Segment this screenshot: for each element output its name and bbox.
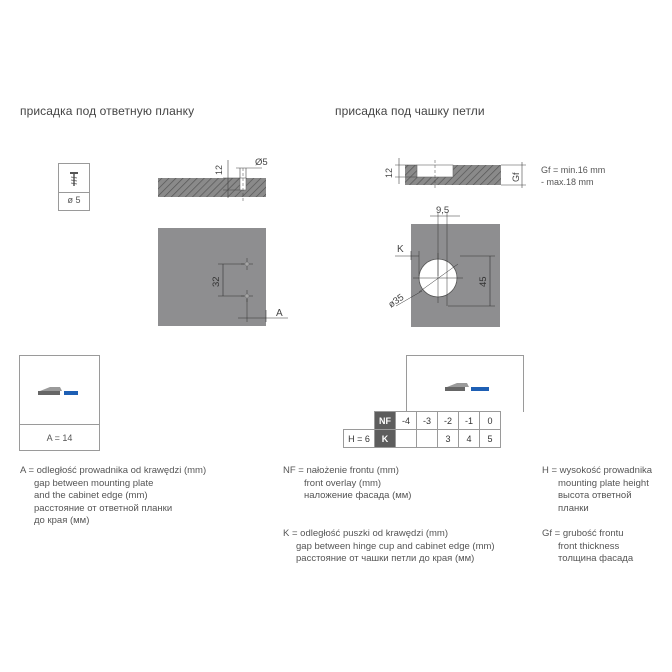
legend-gf-line: Gf = grubość frontu — [542, 528, 624, 539]
legend-h — [542, 465, 670, 515]
table-row-k — [344, 430, 501, 448]
legend-k-line: расстояние от чашки петли до края (мм) — [296, 553, 475, 564]
table-cell: 0 — [480, 412, 501, 430]
table-row-nf — [344, 412, 501, 430]
left-section-hatch — [158, 178, 266, 197]
gf-note-max: - max.18 mm — [541, 177, 594, 187]
left-diameter-label: Ø5 — [255, 157, 268, 168]
legend-nf-line: наложение фасада (мм) — [304, 490, 412, 501]
right-k-label: K — [397, 244, 404, 255]
legend-gf-line: толщина фасада — [558, 553, 634, 564]
hinge-plate-icon — [407, 356, 523, 412]
heading-right: присадка под чашку петли — [335, 104, 485, 118]
legend-h-line: высота ответной — [558, 490, 632, 501]
legend-k-line: gap between hinge cup and cabinet edge (mm) — [296, 540, 495, 552]
screw-diameter-label: ø 5 — [67, 195, 81, 205]
overlay-table — [343, 411, 501, 448]
legend-h-line: mounting plate height — [558, 477, 649, 489]
table-cell: -2 — [438, 412, 459, 430]
legend-a-line: расстояние от ответной планки — [34, 502, 173, 514]
left-depth-label: 12 — [214, 164, 224, 175]
table-cell: -3 — [417, 412, 438, 430]
mounting-plate-box — [19, 355, 100, 451]
right-offset-label: 9,5 — [436, 205, 450, 216]
legend-h-line: планки — [558, 502, 589, 514]
legend-k — [283, 528, 543, 566]
table-header-k: K — [375, 430, 396, 448]
table-cell: -1 — [459, 412, 480, 430]
legend-nf — [283, 465, 533, 503]
legend-a-line: and the cabinet edge (mm) — [34, 490, 148, 501]
legend-nf-line: NF = nałożenie frontu (mm) — [283, 465, 399, 476]
legend-a — [20, 465, 270, 528]
left-a-label: A — [276, 308, 283, 319]
legend-gf-line: front thickness — [558, 540, 620, 552]
table-cell: -4 — [396, 412, 417, 430]
left-spacing-label: 32 — [211, 276, 222, 287]
legend-a-line: до края (мм) — [34, 515, 90, 526]
legend-k-line: K = odległość puszki od krawędzi (mm) — [283, 528, 448, 539]
right-cup-label: ø35 — [386, 292, 407, 311]
legend-nf-line: front overlay (mm) — [304, 477, 382, 489]
table-cell: 3 — [438, 430, 459, 448]
right-height-label: 45 — [478, 276, 489, 287]
table-header-nf: NF — [375, 412, 396, 430]
legend-gf — [542, 528, 670, 566]
heading-left: присадка под ответную планку — [20, 104, 195, 118]
mounting-plate-icon — [20, 356, 99, 424]
table-cell: 4 — [459, 430, 480, 448]
right-thickness-label: 12 — [384, 167, 394, 178]
right-gf-label: Gf — [511, 172, 521, 182]
legend-a-line: A = odległość prowadnika od krawędzi (mm) — [20, 465, 207, 476]
table-h-label: H = 6 — [344, 430, 375, 448]
gf-note-min: Gf = min.16 mm — [541, 165, 606, 175]
legend-a-line: gap between mounting plate — [34, 477, 154, 489]
table-cell — [417, 430, 438, 448]
legend-h-line: H = wysokość prowadnika — [542, 465, 653, 476]
plate-a-value: A = 14 — [46, 433, 73, 443]
table-cell — [396, 430, 417, 448]
hinge-icon-box — [406, 355, 524, 412]
table-cell: 5 — [480, 430, 501, 448]
